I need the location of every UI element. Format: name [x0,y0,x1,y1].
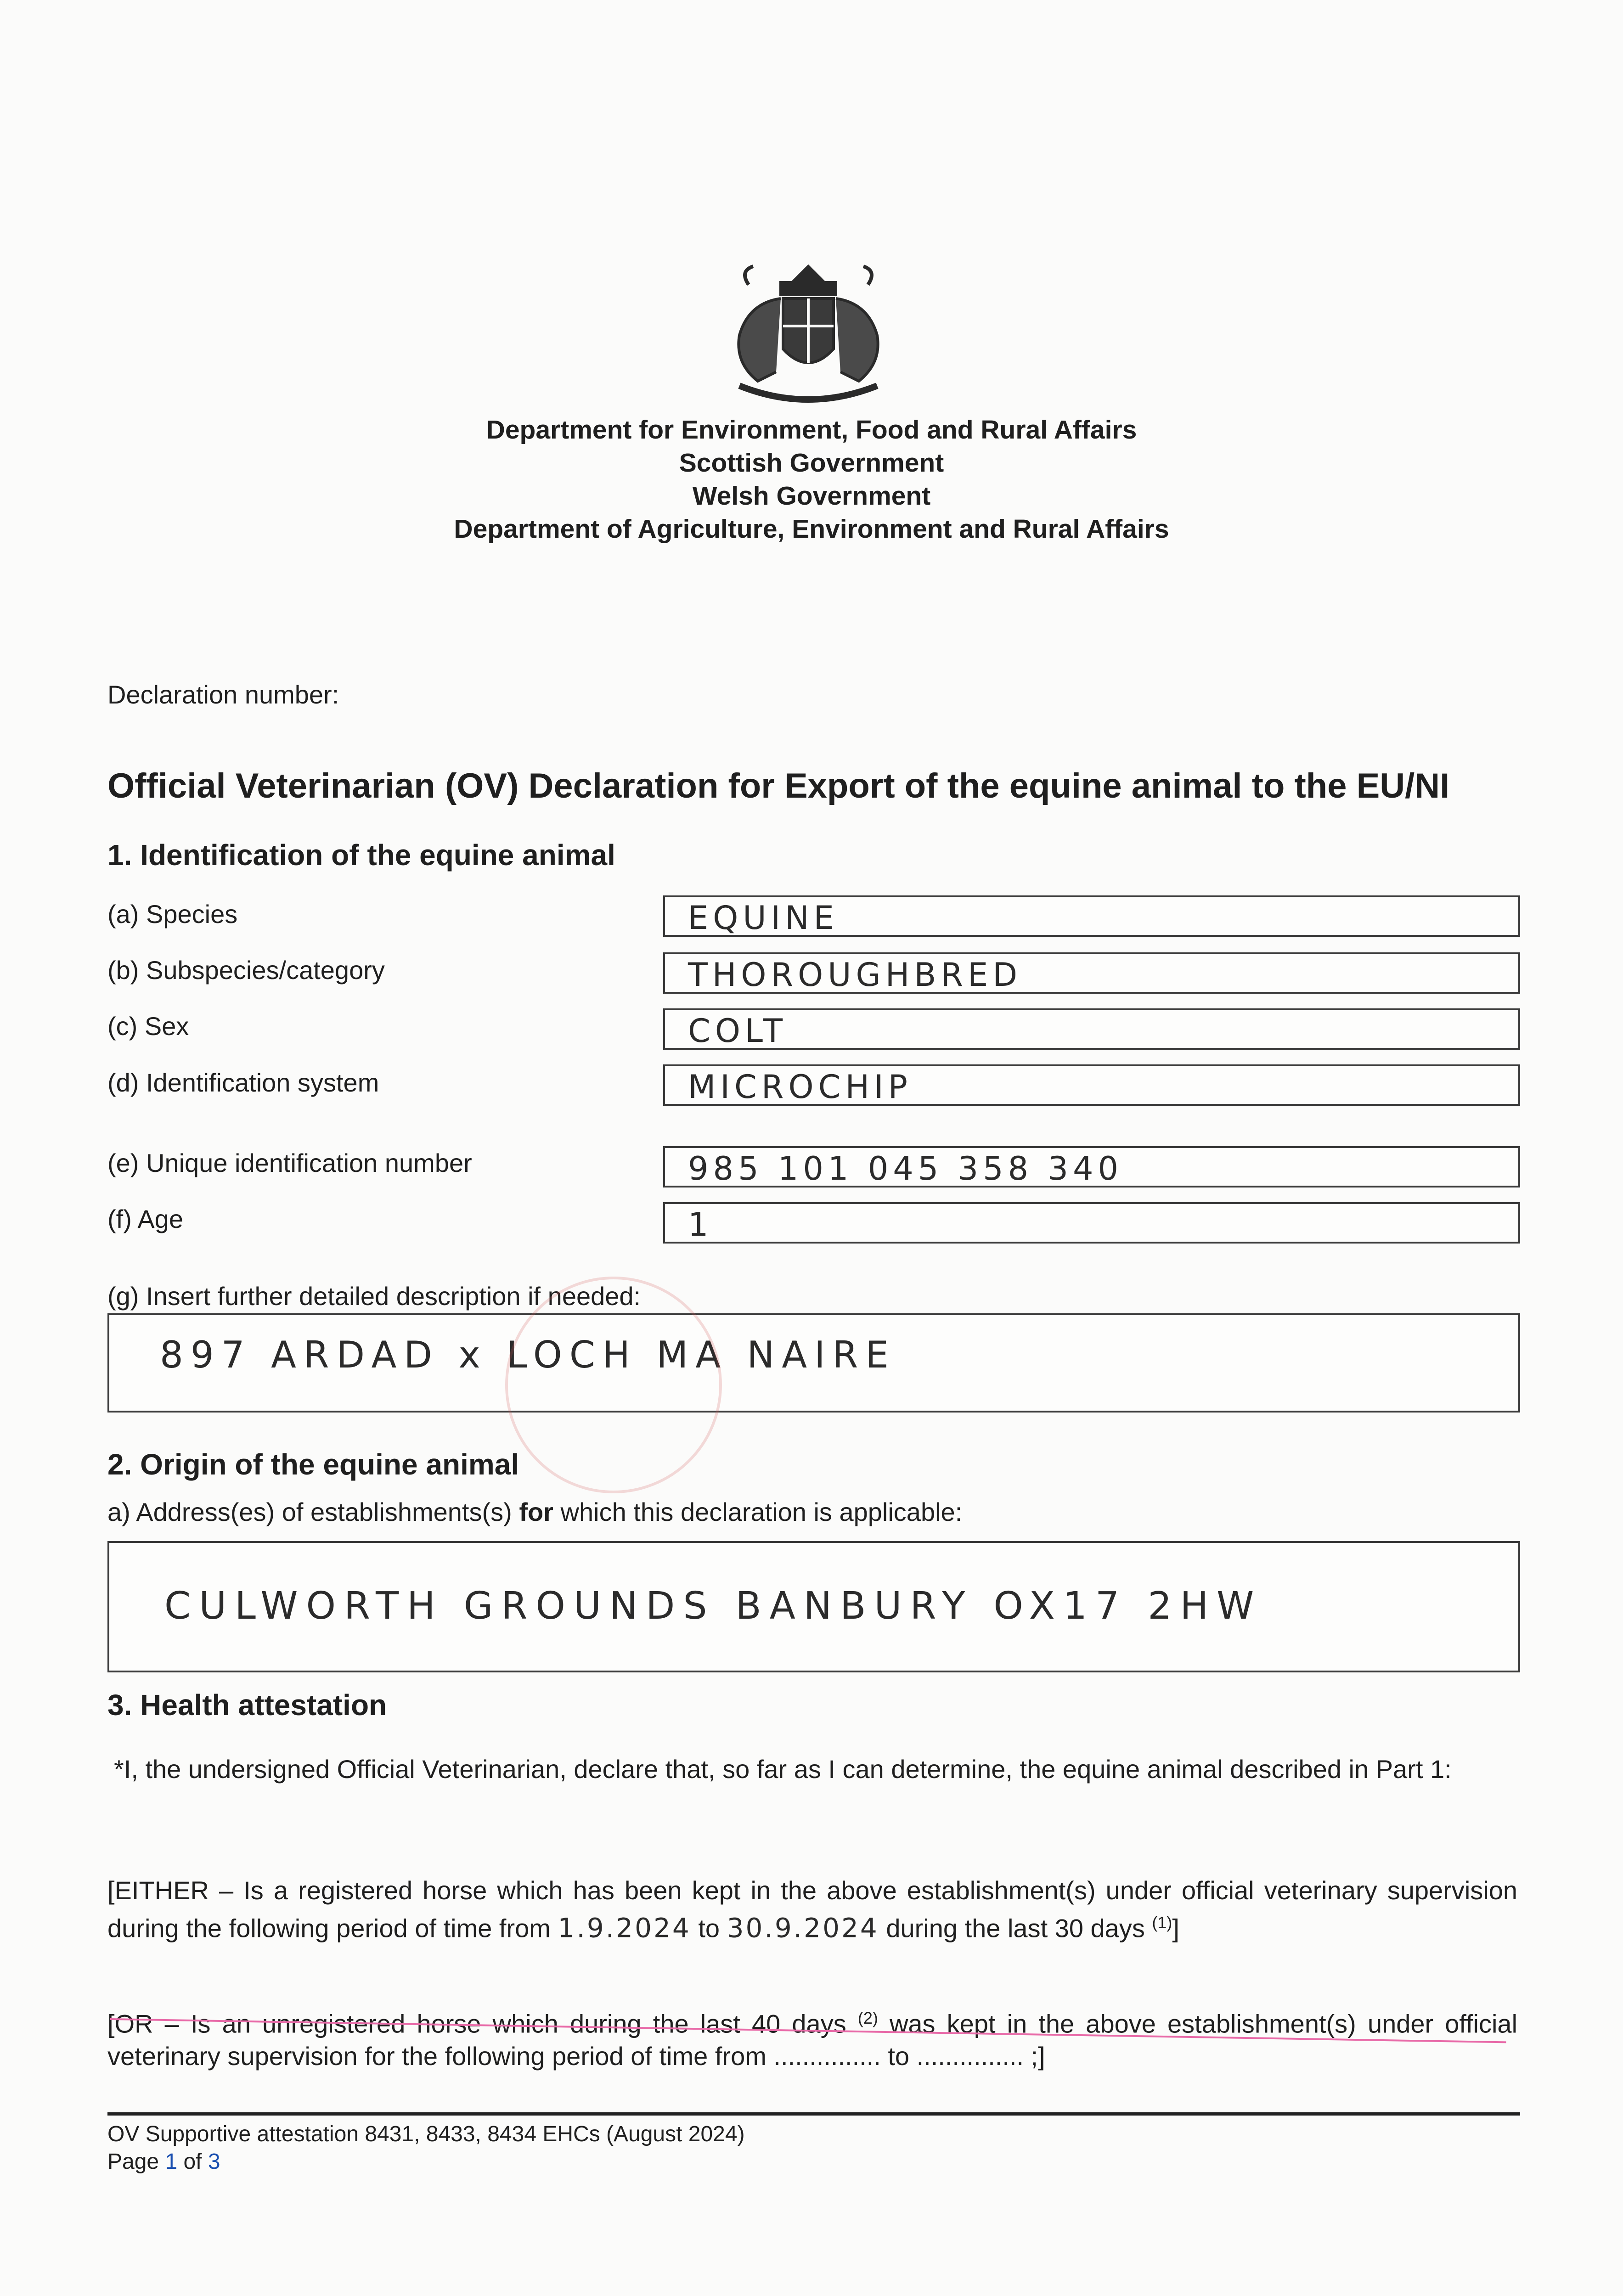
species-value: EQUINE [688,899,839,937]
or-clause: [OR – Is an unregistered horse which during the last 40 days $^{(2)}$ was kept in the above establishment(s) under official veterinary supervision for the following period of time from ............... to ............... ;] [107,2009,1518,2071]
sex-value: COLT [688,1012,788,1050]
address-label: a) Address(es) of establishments(s) for which this declaration is applicable: [107,1497,963,1526]
unique-id-label: (e) Unique identification number [107,1148,472,1177]
subspecies-value: THOROUGHBRED [688,956,1022,994]
identification-system-label: (d) Identification system [107,1068,379,1097]
either-to-date: 30.9.2024 [727,1912,879,1944]
identification-system-field[interactable] [663,1064,1520,1106]
department-name-4: Department of Agriculture, Environment and Rural Affairs [454,514,1169,544]
subspecies-field[interactable] [663,952,1520,994]
footer-rule [107,2112,1520,2116]
address-box[interactable] [107,1541,1520,1672]
subspecies-label: (b) Subspecies/category [107,956,385,985]
address-value: CULWORTH GROUNDS BANBURY OX17 2HW [164,1584,1262,1628]
health-attestation-intro: *I, the undersigned Official Veterinarian, declare that, so far as I can determine, the equine animal described in Part 1: [114,1755,1452,1784]
department-name-3: Welsh Government [692,481,931,511]
identification-system-value: MICROCHIP [688,1068,913,1106]
section-2-heading: 2. Origin of the equine animal [107,1448,519,1481]
unique-id-field[interactable] [663,1146,1520,1187]
sex-field[interactable] [663,1008,1520,1050]
royal-coat-of-arms-icon [703,248,914,418]
either-from-date: 1.9.2024 [558,1912,691,1944]
either-clause: [EITHER – Is a registered horse which has been kept in the above establishment(s) under official veterinary supervision during the following period of time from 1.9.2024 to 30.9.2024 during the last 30 days $^{(1)}$] [107,1876,1517,1944]
department-name-2: Scottish Government [679,448,944,478]
footer-page-number: Page 1 of 3 [107,2150,220,2174]
further-description-label: (g) Insert further detailed description if needed: [107,1282,641,1311]
age-field[interactable] [663,1202,1520,1244]
further-description-box[interactable] [107,1313,1520,1412]
further-description-value: 897 ARDAD x LOCH MA NAIRE [160,1334,896,1376]
species-field[interactable] [663,895,1520,937]
unique-id-value: 985 101 045 358 340 [688,1150,1123,1187]
page-title: Official Veterinarian (OV) Declaration for Export of the equine animal to the EU/NI [107,766,1450,805]
sex-label: (c) Sex [107,1012,189,1041]
species-label: (a) Species [107,900,238,929]
official-stamp-icon [505,1277,722,1493]
declaration-number-label: Declaration number: [107,680,339,709]
footer-attestation-ref: OV Supportive attestation 8431, 8433, 8434 EHCs (August 2024) [107,2122,745,2146]
age-label: (f) Age [107,1204,183,1233]
section-1-heading: 1. Identification of the equine animal [107,838,615,872]
department-name-1: Department for Environment, Food and Rural Affairs [486,415,1137,445]
age-value: 1 [688,1206,713,1244]
section-3-heading: 3. Health attestation [107,1688,387,1722]
